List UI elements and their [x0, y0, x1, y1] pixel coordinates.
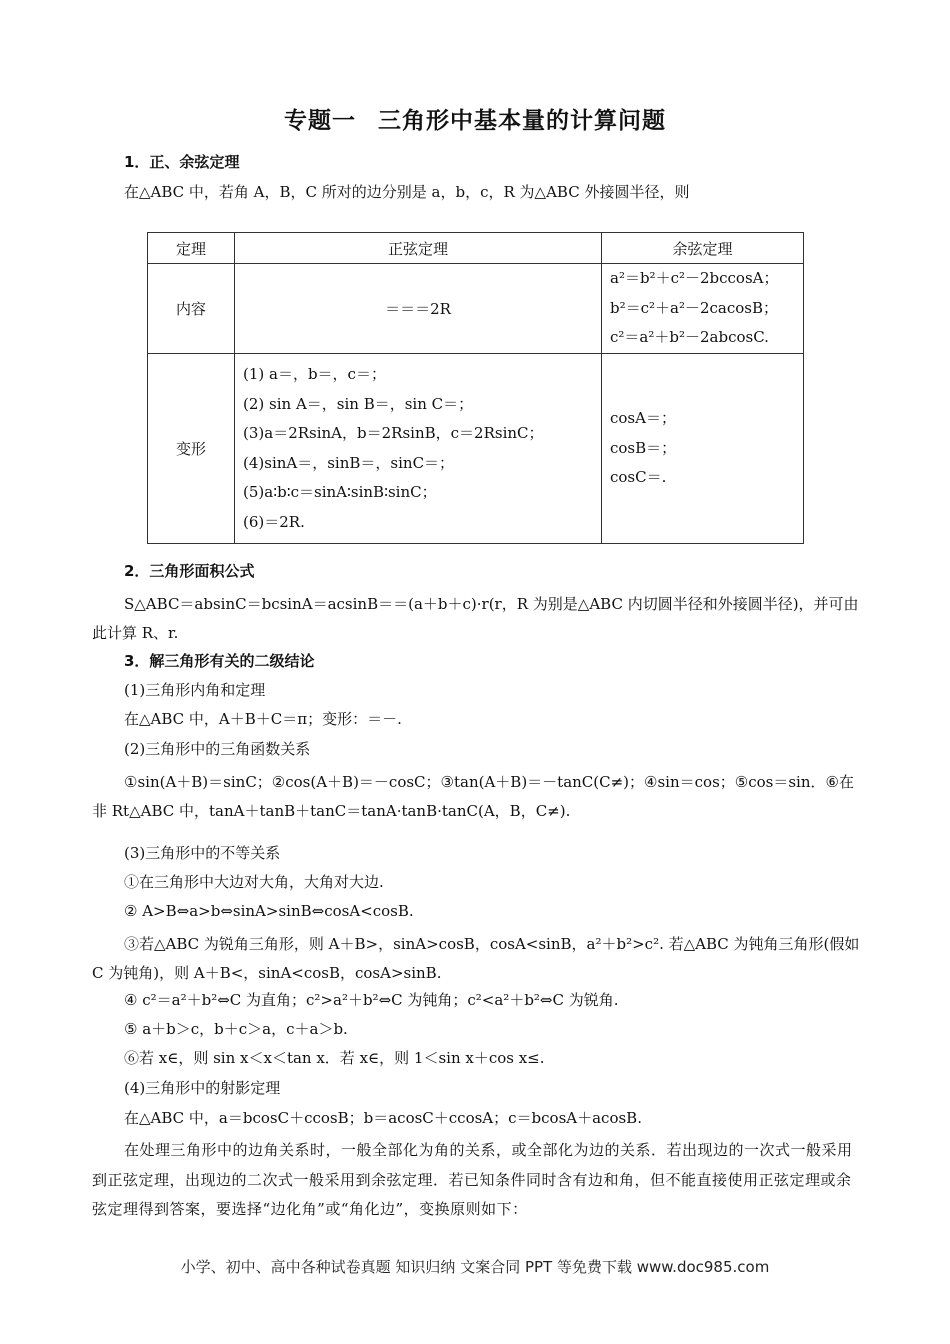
page-title [0, 102, 950, 135]
theorem-table [147, 232, 804, 544]
variant-line: (2) sin A＝，sin B＝，sin C＝； [243, 394, 474, 413]
trig-relations-text: ①sin(A＋B)＝sinC；②cos(A＋B)＝－cosC；③tan(A＋B)＝－tanC(C≠)；④sin＝cos；⑤cos＝sin．⑥在非 Rt△ABC 中，tanA＋tanB＋tanC＝tanA·tanB·tanC(A，B，C≠). [92, 773, 854, 820]
variant-line: cosB＝； [610, 438, 677, 457]
variant-line: (6)＝2R. [243, 512, 305, 531]
inequality-item: ② A>B⇔a>b⇔sinA>sinB⇔cosA<cosB. [124, 902, 414, 920]
section-3-heading: 3．解三角形有关的二级结论 [124, 652, 315, 670]
title-part-1: 专题一 [284, 108, 356, 134]
inequality-item: ③若△ABC 为锐角三角形，则 A＋B>，sinA>cosB，cosA<sinB，a²＋b²>c². 若△ABC 为钝角三角形(假如 C 为钝角)，则 A＋B<，sinA<cosB，cosA>sinB. [92, 935, 860, 982]
cosine-formula: b²＝c²＋a²－2cacosB； [610, 298, 779, 317]
table-header-cell: 余弦定理 [602, 233, 804, 264]
inequality-item: ⑤ a＋b＞c，b＋c＞a，c＋a＞b. [124, 1020, 348, 1038]
table-header-cell: 定理 [148, 233, 235, 264]
sine-law-content: ＝＝＝2R [235, 264, 602, 354]
variant-line: (4)sinA＝，sinB＝，sinC＝； [243, 453, 455, 472]
subsection-title: (1)三角形内角和定理 [124, 681, 266, 699]
footer-banner: 小学、初中、高中各种试卷真题 知识归纳 文案合同 PPT 等免费下载 www.doc985.com [180, 1258, 770, 1276]
angle-sum-text: 在△ABC 中，A＋B＋C＝π；变形：＝－. [124, 710, 402, 728]
variant-line: (5)a∶b∶c＝sinA∶sinB∶sinC； [243, 483, 437, 501]
subsection-title: (3)三角形中的不等关系 [124, 844, 281, 862]
section-1-heading: 1．正、余弦定理 [124, 153, 240, 171]
section-2-heading: 2．三角形面积公式 [124, 562, 255, 580]
cosine-law-content [602, 264, 804, 354]
cosine-law-variants [602, 354, 804, 544]
table-row [148, 354, 804, 544]
row-label: 变形 [148, 354, 235, 544]
section-1-intro: 在△ABC 中，若角 A，B，C 所对的边分别是 a，b，c，R 为△ABC 外接圆半径，则 [124, 183, 690, 201]
inequality-item: ⑥若 x∈，则 sin x＜x＜tan x．若 x∈，则 1＜sin x＋cos x≤. [124, 1049, 545, 1067]
inequality-item: ①在三角形中大边对大角，大角对大边. [124, 873, 384, 891]
variant-line: cosC＝. [610, 468, 667, 487]
cosine-formula: a²＝b²＋c²－2bccosA； [610, 269, 779, 288]
variant-line: (1) a＝，b＝，c＝； [243, 365, 386, 383]
row-label: 内容 [148, 264, 235, 354]
table-row [148, 264, 804, 354]
variant-line: cosA＝； [610, 409, 676, 428]
closing-paragraph: 在处理三角形中的边角关系时，一般全部化为角的关系，或全部化为边的关系．若出现边的一次式一般采用到正弦定理，出现边的二次式一般采用到余弦定理．若已知条件同时含有边和角，但不能直接使用正弦定理或余弦定理得到答案，要选择“边化角”或“角化边”，变换原则如下： [92, 1141, 853, 1218]
variant-line: (3)a＝2RsinA，b＝2RsinB，c＝2RsinC； [243, 424, 544, 442]
area-formula: S△ABC＝absinC＝bcsinA＝acsinB＝＝(a＋b＋c)·r(r，R 为别是△ABC 内切圆半径和外接圆半径)，并可由此计算 R、r. [92, 595, 859, 642]
cosine-formula: c²＝a²＋b²－2abcosC. [610, 328, 769, 347]
title-part-2: 三角形中基本量的计算问题 [378, 108, 666, 134]
projection-theorem: 在△ABC 中，a＝bcosC＋ccosB；b＝acosC＋ccosA；c＝bcosA＋acosB. [124, 1109, 642, 1127]
table-header-cell: 正弦定理 [235, 233, 602, 264]
sine-law-variants [235, 354, 602, 544]
subsection-title: (4)三角形中的射影定理 [124, 1079, 281, 1097]
inequality-item: ④ c²＝a²＋b²⇔C 为直角；c²>a²＋b²⇔C 为钝角；c²<a²＋b²⇔C 为锐角. [124, 991, 619, 1009]
table-header-row [148, 233, 804, 264]
subsection-title: (2)三角形中的三角函数关系 [124, 740, 311, 758]
